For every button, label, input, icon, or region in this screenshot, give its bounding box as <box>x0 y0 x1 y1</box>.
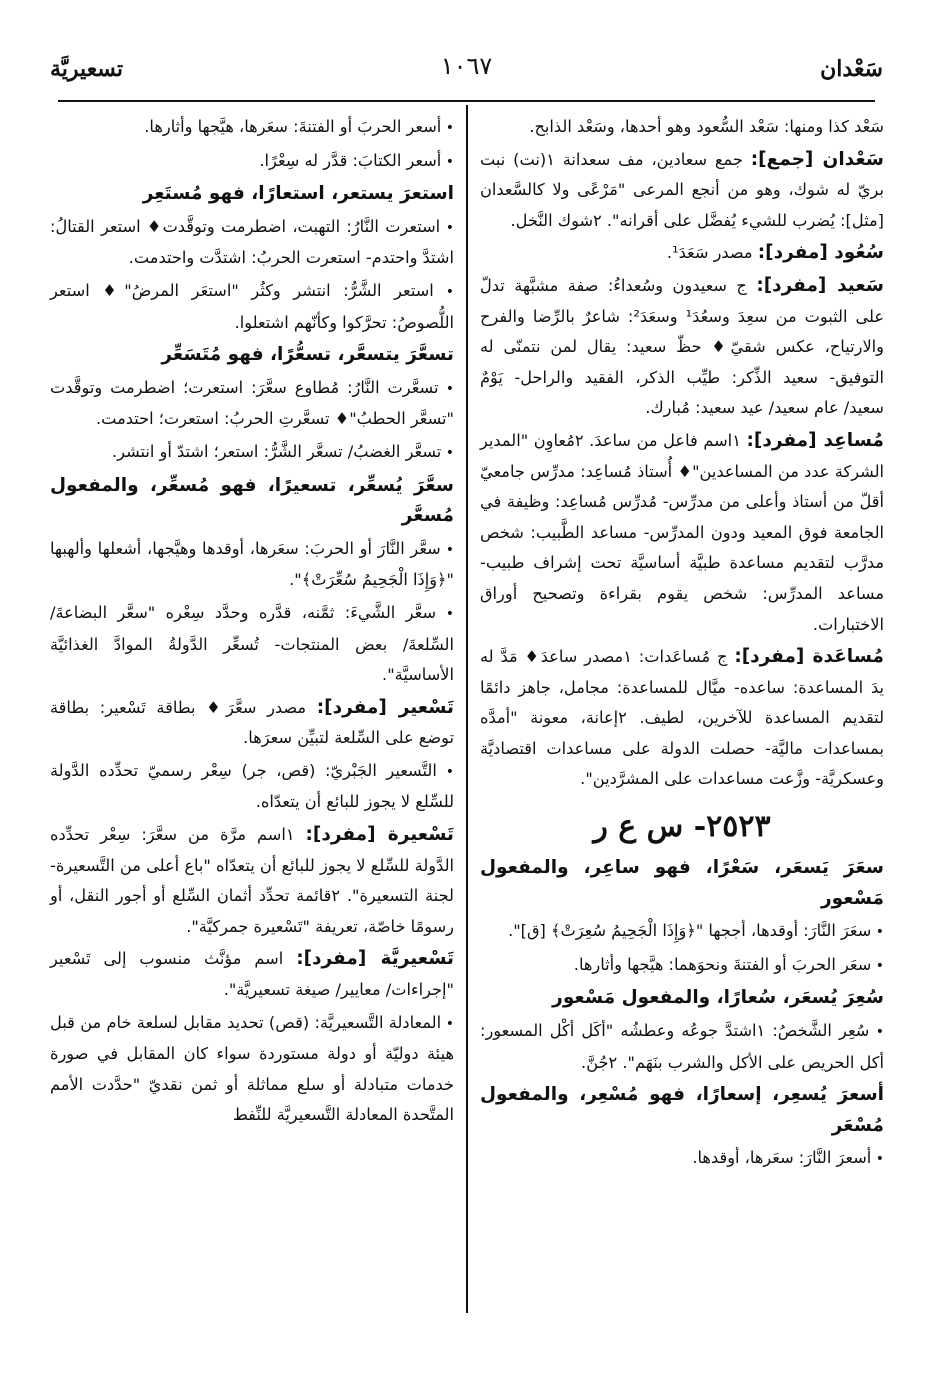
dictionary-entry <box>50 212 454 274</box>
entry-definition: سعَّر الشَّيءَ: ثمَّنه، قدَّره وحدَّد سِعْره "سعَّر البضاعةَ/ السِّلعةَ/ بعض المنتجات- تُسعِّر الدَّولةُ الموادَّ الغذائيَّة الأساسيَّة". <box>50 602 454 685</box>
header-guide-word-right: سَعْدان <box>820 56 883 82</box>
dictionary-entry <box>50 112 454 144</box>
bullet-icon: • <box>871 1151 884 1168</box>
dictionary-entry <box>50 1008 454 1131</box>
entry-headword: سَعيد [مفرد]: <box>756 274 884 296</box>
dictionary-entry <box>480 983 884 1014</box>
dictionary-entry <box>50 756 454 818</box>
dictionary-entry <box>480 1080 884 1141</box>
entry-headword: مُساعَدة [مفرد]: <box>734 646 885 668</box>
bullet-icon: • <box>440 541 454 558</box>
entry-definition: ج سعيدون وسُعداءُ: صفة مشبَّهة تدلّ على الثبوت من سعِدَ وسعُدَ¹ وسعَدَ²: شاعرٌ بالرِّضا والفرح والارتياح، عكس شقيّ♦ حظّ سعيد: يقال لمن نتمنّى له التوفيق- سعيد الذِّكر: طيِّب الذكر، الفقيد والراحل- يَوْمٌ سعيد/ عام سعيد/ عيد سعيد: مُبارك. <box>480 275 884 418</box>
entry-definition: سُعِر الشَّخصُ: ١اشتدَّ جوعُه وعطشُه "أكَل أكْل المسعور: أكل الحريص على الأكل والشرب بنَهَم". ٢جُنَّ. <box>480 1021 884 1072</box>
dictionary-entry <box>50 598 454 691</box>
entry-definition: أسعرَ النَّارَ: سعَرها، أوقدها. <box>692 1148 872 1168</box>
dictionary-entry <box>480 916 884 948</box>
dictionary-entry <box>50 179 454 210</box>
bullet-icon: • <box>871 957 884 974</box>
entry-definition: جمع سعادين، مف سعدانة ١(نت) نبت بريّ له شوك، وهو من أنجع المرعى "مَرْعًى ولا كالسَّعدان [مثل]: يُضرب للشيء يُفضَّل على أقرانه". ٢شوك النَّخل. <box>480 149 884 230</box>
dictionary-entry <box>50 373 454 435</box>
dictionary-entry <box>480 145 884 237</box>
entry-headword: تَسْعيريَّة [مفرد]: <box>296 948 454 970</box>
entry-definition: تسعَّرت النَّارُ: مُطاوع سعَّرَ: استعرت؛ اضطرمت وتوقَّدت "تسعَّر الحطبُ"♦ تسعَّرتِ الحربُ: استعرت؛ احتدمت. <box>50 377 454 429</box>
dictionary-entry <box>480 1016 884 1078</box>
entry-definition: المعادلة التَّسعيريَّة: (قص) تحديد مقابل لسلعة خام من قبل هيئة دوليّة أو دولة مستوردة سواء كان المقابل في صورة خدمات متبادلة أو سلع مماثلة أو ثمن نقديّ "حدَّدت الأمم المتَّحدة المعادلة التَّسعيريَّة للنِّفط <box>50 1012 454 1125</box>
dictionary-entry <box>50 146 454 178</box>
entry-definition: مصدر سَعَدَ¹. <box>666 243 758 263</box>
entry-definition: ١اسم فاعل من ساعدَ. ٢مُعاوِن "المدير الشركة عدد من المساعدين"♦ أُستاذ مُساعِد: مدرِّس جامعيّ أقلّ من أستاذ وأعلى من مدرِّس- مُدرِّس مُساعِد: وظيفة في الجامعة فوق المعيد ودون المدرِّس- مساعد الطَّبيب: شخص مدرَّب لتقديم مساعدة طبيَّة أساسيَّة تحت إشراف طبيب- مساعد المدرِّس: شخص يقوم بقراءة وتصحيح أوراق الاختبارات. <box>480 430 884 634</box>
entry-definition: أسعر الكتابَ: قدَّر له سِعْرًا. <box>259 150 442 170</box>
left-column-entries <box>50 112 454 1131</box>
dictionary-entry <box>50 820 454 942</box>
dictionary-entry <box>480 642 884 795</box>
dictionary-entry <box>480 112 884 143</box>
entry-headword: سَعْدان [جمع]: <box>750 148 884 170</box>
entry-definition: تسعَّر الغضبُ/ تسعَّر الشَّرُّ: استعر؛ اشتدّ أو انتشر. <box>112 441 442 461</box>
dictionary-entry <box>50 437 454 469</box>
dictionary-entry <box>50 471 454 532</box>
right-column-root-entries <box>480 853 884 1175</box>
entry-headword: سُعِرَ يُسعَر، سُعارًا، والمفعول مَسْعور <box>552 987 884 1009</box>
entry-definition: استعر الشَّرُّ: انتشر وكثُر "استعَر المرضُ"♦ استعر اللُّصوصُ: تحرَّكوا وكأنّهم اشتعلوا. <box>50 280 454 332</box>
bullet-icon: • <box>441 1015 454 1032</box>
bullet-icon: • <box>441 120 454 136</box>
entry-definition: سَعْد كذا ومنها: سَعْد السُّعود وهو أحدها، وسَعْد الذابح. <box>529 117 884 136</box>
entry-definition: ١اسم مرَّة من سعَّرَ: سِعْر تحدِّده الدَّولة للسِّلع لا يجوز للبائع أن يتعدّاه "باع أعلى من التَّسعيرة- لجنة التسعيرة". ٢قائمة تحدِّد أثمان السِّلع أو أجور النقل، أو رسومًا خاصّة، تعريفة "تَسْعيرة جمركيَّة". <box>50 825 454 936</box>
dictionary-entry <box>50 944 454 1005</box>
bullet-icon: • <box>436 605 454 622</box>
bullet-icon: • <box>433 283 454 300</box>
entry-headword: تَسْعيرة [مفرد]: <box>305 824 454 846</box>
bullet-icon: • <box>436 763 454 780</box>
dictionary-entry <box>50 693 454 754</box>
header-guide-word-left: تسعيريَّة <box>50 56 124 82</box>
entry-headword: سعَرَ يَسعَر، سَعْرًا، فهو ساعِر، والمفعول مَسْعور <box>480 857 884 909</box>
bullet-icon: • <box>869 1024 884 1041</box>
root-heading: ٢٥٢٣- س ع ر <box>593 809 771 845</box>
entry-definition: اسم مؤنَّث منسوب إلى تَسْعير "إجراءات/ معايير/ صيغة تسعيريَّة". <box>50 949 454 1000</box>
entry-headword: سعَّرَ يُسعِّر، تسعيرًا، فهو مُسعِّر، والمفعول مُسعَّر <box>50 474 454 527</box>
header-rule <box>58 100 875 102</box>
bullet-icon: • <box>441 444 454 461</box>
entry-definition: سعَّر النَّارَ أو الحربَ: سعَرها، أوقدها وهيَّجها، أشعلها وألهبها "﴿وَإِذَا الْجَحِيمُ سُعِّرَتْ﴾". <box>50 538 454 590</box>
entry-definition: ج مُساعَدات: ١مصدر ساعدَ♦ مَدَّ له يدَ المساعدة: ساعده- ميَّال للمساعدة: مجامل، جاهز دائمًا لتقديم المساعدة للآخرين، لطيف. ٢إعانة، معونة "أمدَّه بمساعدات ماليَّة- حصلت الدولة على مساعدات اقتصاديَّة وعسكريَّة- وزَّعت مساعدات على المشرَّدين". <box>480 647 884 789</box>
left-column <box>50 112 454 1133</box>
dictionary-entry <box>480 1143 884 1175</box>
right-column-entries <box>480 112 884 795</box>
right-column <box>480 112 884 1177</box>
dictionary-entry <box>50 276 454 338</box>
entry-definition: سعَر الحربَ أو الفتنةَ ونحوَهما: هيَّجها وأثارها. <box>573 954 872 974</box>
dictionary-entry <box>480 950 884 982</box>
entry-headword: مُساعِد [مفرد]: <box>746 429 885 451</box>
page-header <box>50 50 883 90</box>
entry-definition: استعرت النَّارُ: التهبت، اضطرمت وتوقَّدت♦ استعر القتالُ: اشتدَّ واحتدم- استعرت الحربُ: اشتدَّت واحتدمت. <box>50 216 454 268</box>
dictionary-entry <box>50 340 454 371</box>
page-number: ١٠٦٧ <box>440 52 493 80</box>
dictionary-entry <box>50 534 454 596</box>
dictionary-entry <box>480 853 884 914</box>
entry-definition: التَّسعير الجَبْريّ: (قص، جر) سِعْر رسميّ تحدِّده الدَّولة للسِّلع لا يجوز للبائع أن يتعدّاه. <box>50 760 454 812</box>
bullet-icon: • <box>438 380 454 397</box>
entry-headword: أسعرَ يُسعِر، إسعارًا، فهو مُسْعِر، والمفعول مُسْعَر <box>480 1084 884 1136</box>
dictionary-entry <box>480 271 884 424</box>
entry-definition: سعَرَ النَّارَ: أوقدها، أججها "﴿وَإِذَا الْجَحِيمُ سُعِرَتْ﴾ [ق]". <box>508 921 872 941</box>
column-divider <box>466 105 468 1313</box>
dictionary-entry <box>480 426 884 640</box>
entry-definition: أسعر الحربَ أو الفتنةَ: سعَرها، هيَّجها وأثارها. <box>144 117 442 136</box>
bullet-icon: • <box>871 924 884 941</box>
dictionary-entry <box>480 238 884 269</box>
entry-headword: سُعُود [مفرد]: <box>757 242 884 264</box>
entry-headword: تسعَّرَ يتسعَّر، تسعُّرًا، فهو مُتَسَعِّر <box>161 344 454 366</box>
entry-definition: مصدر سعَّرَ♦ بطاقة تَسْعير: بطاقة توضع على السِّلعة لتبيِّن سعرَها. <box>50 697 454 748</box>
bullet-icon: • <box>441 153 454 170</box>
bullet-icon: • <box>440 219 454 236</box>
entry-headword: استعرَ يستعر، استعارًا، فهو مُستَعِر <box>142 183 454 205</box>
entry-headword: تَسْعير [مفرد]: <box>316 696 455 718</box>
